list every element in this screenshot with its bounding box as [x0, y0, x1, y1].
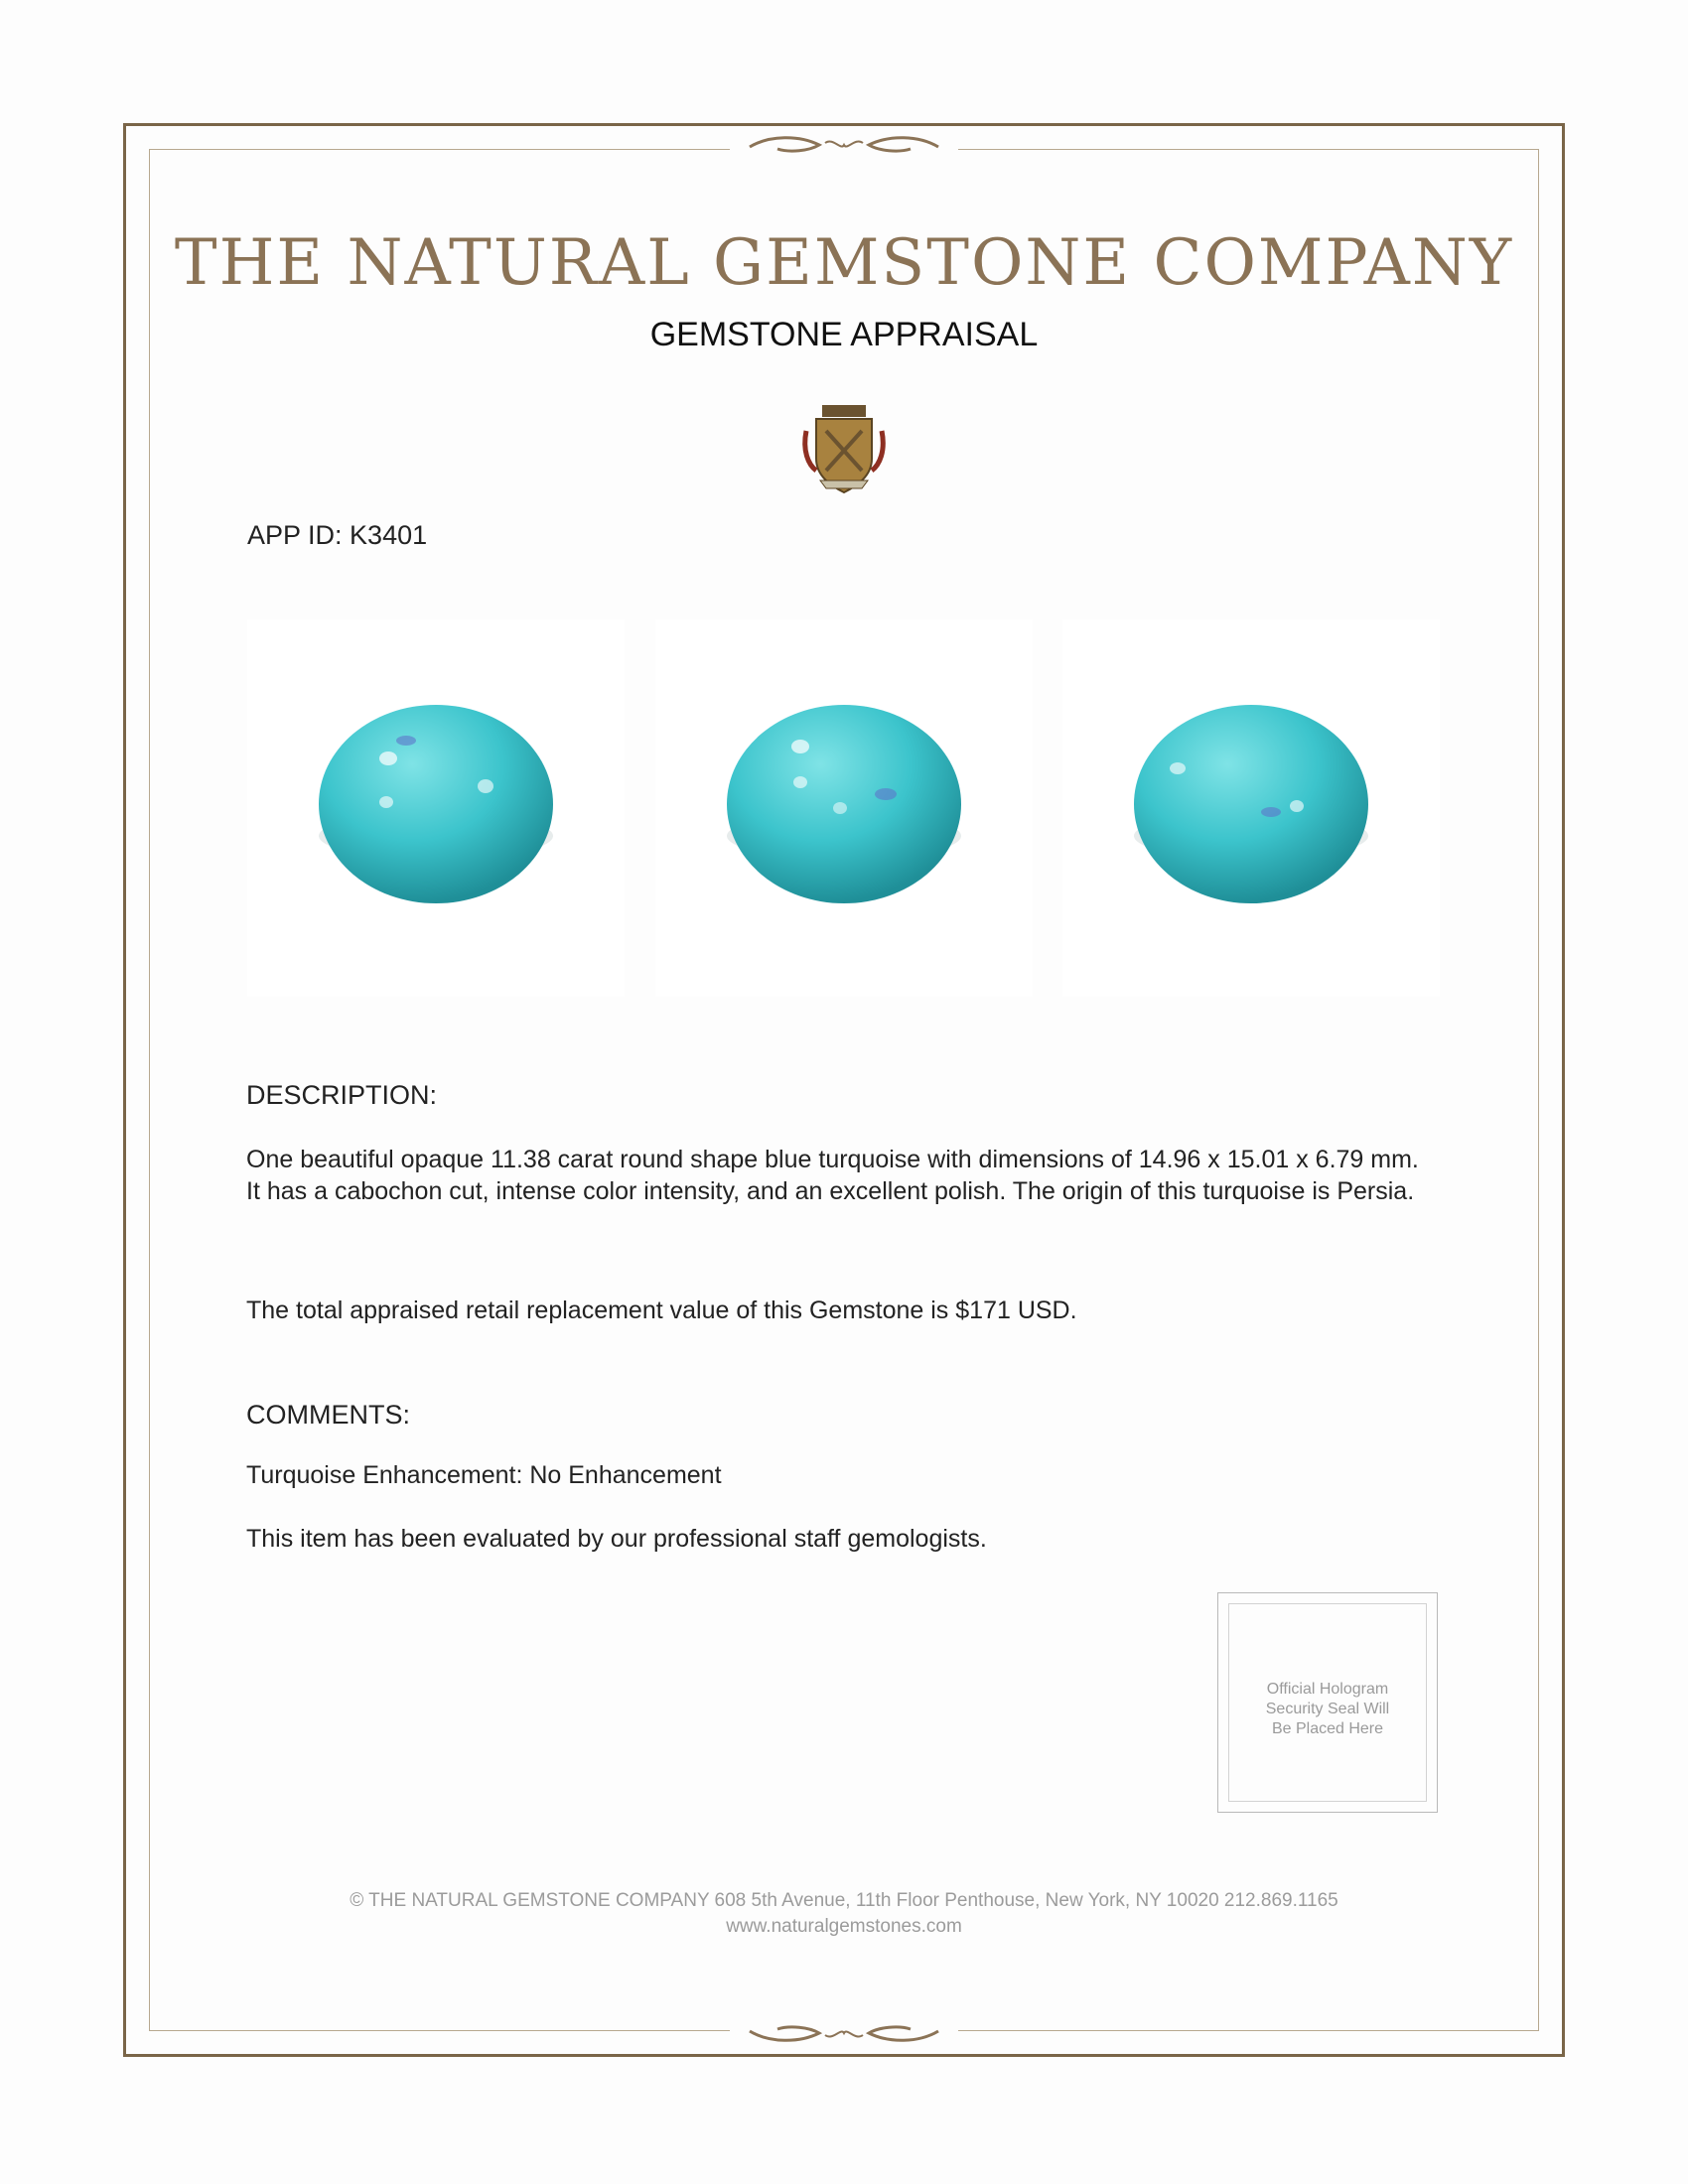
comments-heading: COMMENTS:: [246, 1400, 410, 1430]
seal-text-line-3: Be Placed Here: [1271, 1720, 1384, 1737]
appraisal-id: APP ID: K3401: [247, 520, 428, 550]
company-crest-logo: [800, 401, 888, 496]
top-flourish-ornament: [730, 129, 958, 165]
seal-text-line-1: Official Hologram: [1266, 1681, 1389, 1698]
footer-address: © THE NATURAL GEMSTONE COMPANY 608 5th Avenue, 11th Floor Penthouse, New York, NY 10020 212.869.1165: [350, 1890, 1338, 1911]
appraised-value-statement: The total appraised retail replacement value of this Gemstone is $171 USD.: [246, 1297, 1077, 1324]
description-heading: DESCRIPTION:: [246, 1080, 438, 1110]
bottom-flourish-ornament: [730, 2013, 958, 2049]
footer-website: www.naturalgemstones.com: [726, 1916, 962, 1937]
gem-photo-side: [1062, 619, 1440, 997]
gem-photo-angle: [655, 619, 1033, 997]
evaluation-comment: This item has been evaluated by our professional staff gemologists.: [246, 1525, 987, 1553]
enhancement-comment: Turquoise Enhancement: No Enhancement: [246, 1461, 722, 1489]
gem-photo-front: [247, 619, 625, 997]
document-title: GEMSTONE APPRAISAL: [649, 316, 1039, 353]
description-text: One beautiful opaque 11.38 carat round shape blue turquoise with dimensions of 14.96 x 15.01 x 6.79 mm. It has a cabochon cut, intense color intensity, and an excellent polish. The origin of this turquoise is Persia.: [246, 1146, 1419, 1205]
company-title: THE NATURAL GEMSTONE COMPANY: [174, 226, 1514, 300]
hologram-seal-placeholder: [1217, 1592, 1438, 1813]
seal-inner-border: [1228, 1603, 1427, 1802]
seal-placeholder-text: [1229, 1680, 1426, 1739]
seal-text-line-2: Security Seal Will: [1265, 1701, 1390, 1717]
